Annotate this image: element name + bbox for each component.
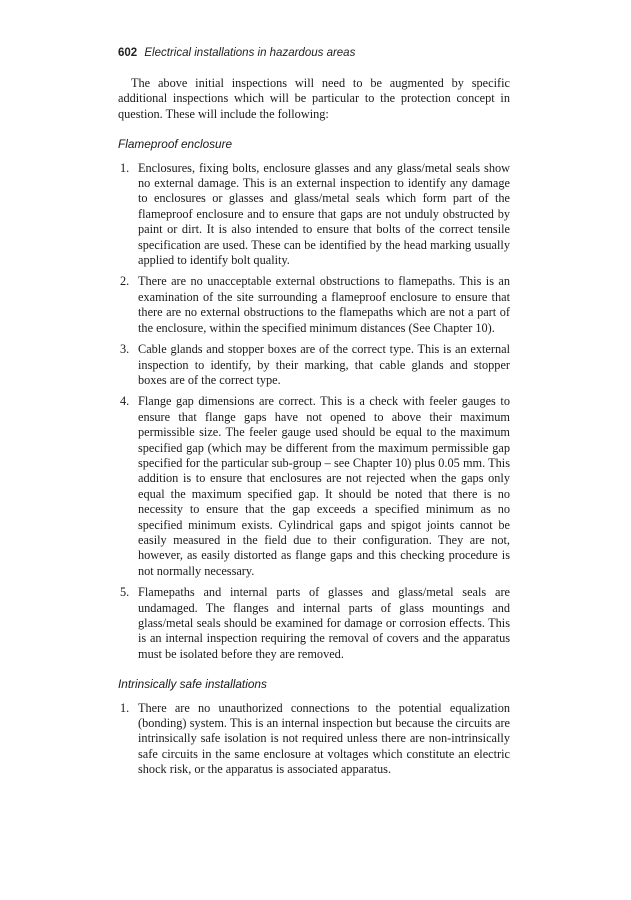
intrinsically-safe-list [118,701,510,778]
flameproof-list [118,161,510,663]
list-item [118,342,510,388]
item-number: 2. [120,274,130,289]
item-text: Flamepaths and internal parts of glasses and glass/metal seals are undamaged. The flanges and internal parts of glass mountings and glass/metal seals should be examined for damage or corrosion effects. This is an internal inspection requiring the removal of covers and the apparatus must be isolated before they are removed. [138,585,510,661]
list-item [118,274,510,336]
item-text: Enclosures, fixing bolts, enclosure glasses and any glass/metal seals show no external damage. This is an external inspection to identify any damage to enclosures or glasses and glass/metal seals which form part of the flameproof enclosure and to ensure that gaps are not unduly obstructed by paint or dirt. It is also intended to ensure that bolts of the correct tensile specification are used. These can be identified by the head marking usually applied to identify bolt quality. [138,160,510,268]
list-item [118,394,510,579]
item-number: 1. [120,700,130,715]
list-item [118,585,510,662]
list-item [118,701,510,778]
section-heading-flameproof: Flameproof enclosure [118,137,233,152]
item-text: Flange gap dimensions are correct. This is a check with feeler gauges to ensure that flange gaps have not opened to above their maximum permissible size. The feeler gauge used should be equal to the maximum specified gap (which may be different from the maximum permissible gap specified for the particular sub-group – see Chapter 10) plus 0.05 mm. This addition is to ensure that enclosures are not rejected when the gaps only equal the maximum specified gap. It should be noted that there is no necessity to ensure that the gap exceeds a specified minimum as no specified minimum exists. Cylindrical gaps and spigot joints cannot be easily measured in the field due to their configuration. They are not, however, as easily distorted as flange gaps and this checking procedure is not normally necessary. [138,394,510,578]
list-item [118,161,510,269]
running-head [118,47,355,59]
item-text: Cable glands and stopper boxes are of the correct type. This is an external inspection to identify, by their marking, that cable glands and stopper boxes are of the correct type. [138,342,510,387]
item-number: 3. [120,342,130,357]
section-heading-intrinsically-safe: Intrinsically safe installations [118,677,267,692]
page-body [118,76,510,784]
item-text: There are no unauthorized connections to the potential equalization (bonding) system. This is an internal inspection but because the circuits are intrinsically safe isolation is not required unless there are non-intrinsically safe circuits in the same enclosure at voltages which constitute an electric shock risk, or the apparatus is associated apparatus. [138,700,510,777]
running-title: Electrical installations in hazardous areas [144,47,356,59]
item-text: There are no unacceptable external obstructions to flamepaths. This is an examination of the site surrounding a flameproof enclosure to ensure that there are no external obstructions to the flamepaths which are not a part of the enclosure, within the specified minimum distances (See Chapter 10). [138,274,510,335]
item-number: 1. [120,160,130,175]
item-number: 5. [120,585,130,600]
intro-paragraph: The above initial inspections will need to be augmented by specific additional inspections which will be particular to the protection concept in question. These will include the following: [118,76,510,121]
item-number: 4. [120,394,130,409]
page-number: 602 [118,47,138,59]
